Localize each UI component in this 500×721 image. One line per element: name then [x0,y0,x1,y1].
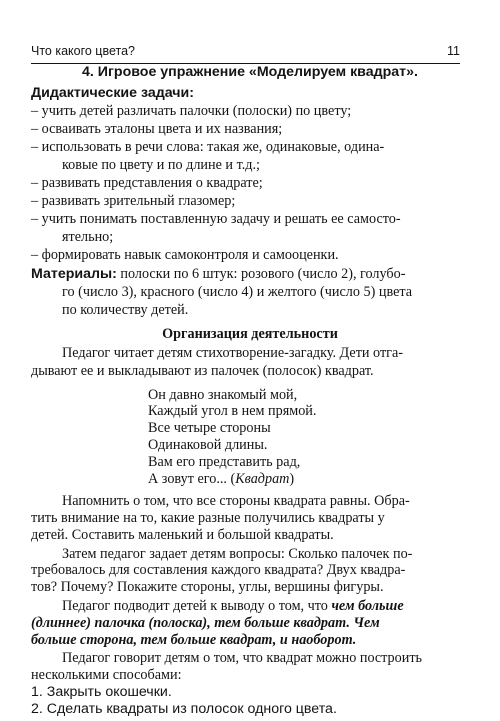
conclusion-emphasis: чем больше [331,597,404,614]
task-line: – учить понимать поставленную задачу и решать ее самосто- [31,211,401,227]
poem-last-prefix: А зовут его... ( [148,470,236,487]
poem-line: Одинаковой длины. [148,437,268,454]
paragraph-line: Напомнить о том, что все стороны квадрата равны. Обра- [62,493,410,510]
conclusion-emphasis: больше сторона, тем больше квадрат, и наоборот. [31,631,357,648]
task-line: – осваивать эталоны цвета и их названия; [31,121,283,137]
task-line: – учить детей различать палочки (полоски) по цвету; [31,103,352,119]
task-line: – развивать зрительный глазомер; [31,193,236,209]
paragraph-line [62,597,500,615]
page-header [31,41,460,64]
paragraph-line: требовалось для составления каждого квадрата? Двух квадра- [31,562,406,579]
task-line: – развивать представления о квадрате; [31,175,263,191]
paragraph-line: дывают ее и выкладывают из палочек (полосок) квадрат. [31,363,374,379]
task-line: ятельно; [62,229,114,245]
paragraph-line: Педагог читает детям стихотворение-загадку. Дети отга- [62,345,403,361]
paragraph-line: Затем педагог задает детям вопросы: Сколько палочек по- [62,545,413,562]
poem-line: Каждый угол в нем прямой. [148,403,317,420]
task-line: – формировать навык самоконтроля и самооценки. [31,247,339,263]
poem-line: Все четыре стороны [148,420,271,437]
task-line: – использовать в речи слова: такая же, одинаковые, одина- [31,139,385,155]
paragraph-line: тить внимание на то, какие разные получились квадраты у [31,510,385,527]
paragraph-line: Педагог говорит детям о том, что квадрат можно построить [62,650,423,667]
poem-line: Вам его представить рад, [148,453,301,470]
tasks-heading: Дидактические задачи: [31,85,194,101]
paragraph-line: детей. Составить маленький и большой квадраты. [31,526,334,543]
conclusion-text: Педагог подводит детей к выводу о том, что [62,597,332,614]
running-title: Что какого цвета? [31,44,135,58]
task-line: ковые по цвету и по длине и т.д.; [62,157,260,173]
materials-line: по количеству детей. [62,302,189,318]
list-item: 1. Закрыть окошечки. [31,683,172,700]
activity-heading: Организация деятельности [162,326,338,342]
page-number: 11 [447,44,460,58]
conclusion-emphasis: (длиннее) палочка (полоска), тем больше квадрат. Чем [31,614,380,631]
materials-line [31,265,500,283]
paragraph-line: несколькими способами: [31,667,182,684]
section-title: 4. Игровое упражнение «Моделируем квадрат». [82,64,418,80]
materials-line: го (число 3), красного (число 4) и желтого (число 5) цвета [62,284,413,300]
materials-text: полоски по 6 штук: розового (число 2), голубо- [116,266,406,282]
paragraph-line: тов? Почему? Покажите стороны, углы, вершины фигуры. [31,579,384,596]
list-item: 2. Сделать квадраты из полосок одного цвета. [31,700,337,717]
poem-answer: Квадрат [235,470,290,487]
poem-last-suffix: ) [289,470,295,487]
poem-line-last [148,470,500,488]
poem-line: Он давно знакомый мой, [148,386,298,403]
materials-label: Материалы: [31,266,117,282]
